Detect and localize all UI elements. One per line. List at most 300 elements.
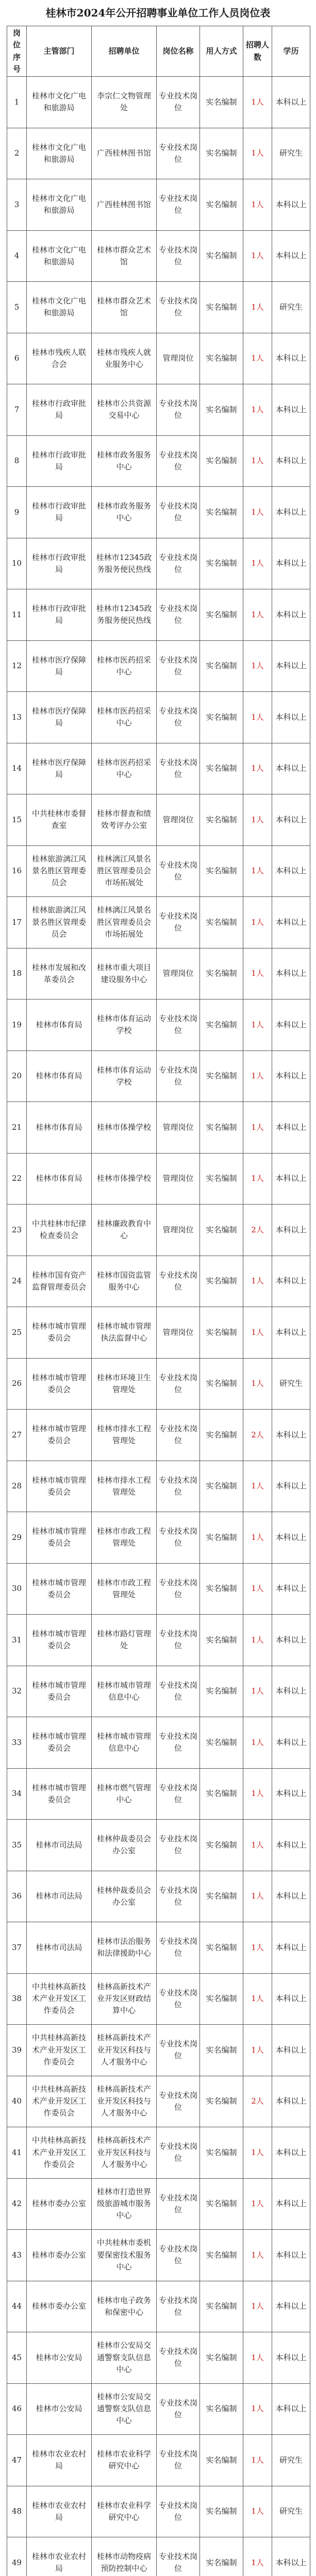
cell-employer: 桂林市动物疫病预防控制中心 bbox=[92, 2537, 157, 2576]
cell-post-name: 专业技术岗位 bbox=[157, 230, 200, 282]
cell-education: 本科以上 bbox=[272, 2025, 310, 2076]
cell-headcount: 1人 bbox=[243, 1050, 272, 1102]
cell-headcount: 1人 bbox=[243, 743, 272, 794]
cell-employment-type: 实名编制 bbox=[200, 1563, 243, 1615]
table-row bbox=[7, 2127, 310, 2179]
table-row bbox=[7, 640, 310, 692]
cell-employment-type: 实名编制 bbox=[200, 2332, 243, 2384]
cell-department: 桂林市公安局 bbox=[27, 2332, 92, 2384]
cell-education: 本科以上 bbox=[272, 2281, 310, 2332]
cell-headcount: 1人 bbox=[243, 179, 272, 231]
cell-headcount: 1人 bbox=[243, 2332, 272, 2384]
header-post-name: 岗位名称 bbox=[157, 26, 200, 77]
cell-employment-type: 实名编制 bbox=[200, 999, 243, 1051]
cell-headcount: 1人 bbox=[243, 2435, 272, 2486]
header-department: 主管部门 bbox=[27, 26, 92, 77]
header-post-no: 岗位序号 bbox=[7, 26, 27, 77]
cell-post-no: 37 bbox=[7, 1922, 27, 1974]
table-row bbox=[7, 692, 310, 743]
cell-education: 本科以上 bbox=[272, 1973, 310, 2025]
cell-headcount: 1人 bbox=[243, 2486, 272, 2537]
cell-post-no: 15 bbox=[7, 794, 27, 846]
cell-headcount: 1人 bbox=[243, 1153, 272, 1205]
cell-department: 桂林市行政审批局 bbox=[27, 589, 92, 641]
cell-education: 本科以上 bbox=[272, 1307, 310, 1359]
cell-employment-type: 实名编制 bbox=[200, 794, 243, 846]
table-row bbox=[7, 230, 310, 282]
cell-post-name: 专业技术岗位 bbox=[157, 487, 200, 538]
cell-post-name: 专业技术岗位 bbox=[157, 1717, 200, 1769]
cell-employer: 桂林市体育运动学校 bbox=[92, 1050, 157, 1102]
cell-employer: 桂林市政务服务中心 bbox=[92, 487, 157, 538]
cell-post-no: 32 bbox=[7, 1666, 27, 1717]
cell-headcount: 1人 bbox=[243, 897, 272, 948]
cell-post-no: 14 bbox=[7, 743, 27, 794]
cell-post-name: 专业技术岗位 bbox=[157, 282, 200, 333]
cell-headcount: 1人 bbox=[243, 1102, 272, 1154]
cell-headcount: 2人 bbox=[243, 2076, 272, 2127]
cell-post-no: 4 bbox=[7, 230, 27, 282]
cell-post-no: 10 bbox=[7, 538, 27, 589]
cell-employer: 桂林市排水工程管理处 bbox=[92, 1410, 157, 1461]
cell-post-no: 5 bbox=[7, 282, 27, 333]
table-row bbox=[7, 1615, 310, 1666]
cell-post-no: 12 bbox=[7, 640, 27, 692]
cell-post-name: 专业技术岗位 bbox=[157, 1615, 200, 1666]
cell-education: 本科以上 bbox=[272, 1820, 310, 1871]
table-row bbox=[7, 487, 310, 538]
cell-post-no: 44 bbox=[7, 2281, 27, 2332]
cell-post-name: 管理岗位 bbox=[157, 1205, 200, 1256]
cell-employer: 桂林市市政工程管理处 bbox=[92, 1512, 157, 1564]
cell-employer: 桂林市市政工程管理处 bbox=[92, 1563, 157, 1615]
cell-department: 桂林市城市管理委员会 bbox=[27, 1563, 92, 1615]
cell-headcount: 1人 bbox=[243, 1922, 272, 1974]
cell-headcount: 1人 bbox=[243, 1256, 272, 1307]
cell-post-name: 专业技术岗位 bbox=[157, 1563, 200, 1615]
cell-department: 桂林市农业农村局 bbox=[27, 2537, 92, 2576]
table-row bbox=[7, 435, 310, 487]
cell-post-name: 专业技术岗位 bbox=[157, 2230, 200, 2281]
table-row bbox=[7, 1717, 310, 1769]
cell-post-no: 22 bbox=[7, 1153, 27, 1205]
cell-headcount: 1人 bbox=[243, 435, 272, 487]
table-row bbox=[7, 1050, 310, 1102]
cell-employment-type: 实名编制 bbox=[200, 77, 243, 128]
cell-post-no: 19 bbox=[7, 999, 27, 1051]
cell-headcount: 1人 bbox=[243, 1666, 272, 1717]
cell-department: 桂林市医疗保障局 bbox=[27, 692, 92, 743]
cell-employer: 桂林漓江风景名胜区管理委员会市场拓展处 bbox=[92, 897, 157, 948]
cell-department: 桂林市体育局 bbox=[27, 1102, 92, 1154]
cell-post-no: 47 bbox=[7, 2435, 27, 2486]
cell-post-name: 专业技术岗位 bbox=[157, 743, 200, 794]
cell-department: 桂林市行政审批局 bbox=[27, 487, 92, 538]
cell-headcount: 1人 bbox=[243, 999, 272, 1051]
table-row bbox=[7, 1461, 310, 1512]
table-row bbox=[7, 1871, 310, 1922]
cell-post-no: 31 bbox=[7, 1615, 27, 1666]
cell-department: 桂林市城市管理委员会 bbox=[27, 1717, 92, 1769]
cell-employer: 桂林仲裁委员会办公室 bbox=[92, 1871, 157, 1922]
table-row bbox=[7, 2230, 310, 2281]
cell-headcount: 1人 bbox=[243, 1615, 272, 1666]
cell-education: 本科以上 bbox=[272, 179, 310, 231]
table-row bbox=[7, 128, 310, 179]
cell-headcount: 1人 bbox=[243, 2178, 272, 2230]
cell-post-name: 专业技术岗位 bbox=[157, 2383, 200, 2435]
cell-employer: 桂林漓江风景名胜区管理委员会市场拓展处 bbox=[92, 845, 157, 897]
cell-employer: 桂林市城市管理信息中心 bbox=[92, 1666, 157, 1717]
cell-headcount: 1人 bbox=[243, 2537, 272, 2576]
cell-employment-type: 实名编制 bbox=[200, 2025, 243, 2076]
cell-education: 本科以上 bbox=[272, 538, 310, 589]
cell-employer: 桂林市医药招采中心 bbox=[92, 692, 157, 743]
cell-department: 桂林市农业农村局 bbox=[27, 2486, 92, 2537]
cell-headcount: 1人 bbox=[243, 1563, 272, 1615]
cell-department: 中共桂林高新技术产业开发区工作委员会 bbox=[27, 2025, 92, 2076]
cell-education: 研究生 bbox=[272, 2486, 310, 2537]
cell-department: 桂林市城市管理委员会 bbox=[27, 1461, 92, 1512]
table-row bbox=[7, 1153, 310, 1205]
cell-post-name: 专业技术岗位 bbox=[157, 999, 200, 1051]
cell-employer: 桂林市重大项目建设服务中心 bbox=[92, 948, 157, 999]
cell-employment-type: 实名编制 bbox=[200, 1307, 243, 1359]
cell-employer: 桂林市体操学校 bbox=[92, 1102, 157, 1154]
cell-employer: 桂林市国资监管服务中心 bbox=[92, 1256, 157, 1307]
cell-post-no: 11 bbox=[7, 589, 27, 641]
cell-department: 桂林市文化广电和旅游局 bbox=[27, 77, 92, 128]
cell-post-no: 18 bbox=[7, 948, 27, 999]
cell-employer: 桂林市残疾人就业服务中心 bbox=[92, 333, 157, 384]
table-row bbox=[7, 2281, 310, 2332]
cell-post-no: 36 bbox=[7, 1871, 27, 1922]
cell-post-name: 专业技术岗位 bbox=[157, 128, 200, 179]
cell-post-name: 专业技术岗位 bbox=[157, 2178, 200, 2230]
table-row bbox=[7, 1768, 310, 1820]
cell-post-name: 专业技术岗位 bbox=[157, 2537, 200, 2576]
cell-employer: 桂林市公安局交通警察支队信息中心 bbox=[92, 2332, 157, 2384]
cell-headcount: 1人 bbox=[243, 333, 272, 384]
cell-post-no: 17 bbox=[7, 897, 27, 948]
cell-education: 本科以上 bbox=[272, 794, 310, 846]
cell-headcount: 1人 bbox=[243, 1973, 272, 2025]
cell-employment-type: 实名编制 bbox=[200, 538, 243, 589]
cell-post-no: 48 bbox=[7, 2486, 27, 2537]
cell-education: 本科以上 bbox=[272, 897, 310, 948]
cell-employment-type: 实名编制 bbox=[200, 2537, 243, 2576]
cell-headcount: 1人 bbox=[243, 589, 272, 641]
cell-post-no: 43 bbox=[7, 2230, 27, 2281]
cell-headcount: 1人 bbox=[243, 384, 272, 436]
cell-headcount: 1人 bbox=[243, 230, 272, 282]
cell-post-no: 49 bbox=[7, 2537, 27, 2576]
cell-education: 本科以上 bbox=[272, 2178, 310, 2230]
cell-education: 本科以上 bbox=[272, 743, 310, 794]
cell-post-name: 管理岗位 bbox=[157, 1102, 200, 1154]
cell-post-name: 管理岗位 bbox=[157, 794, 200, 846]
table-row bbox=[7, 1922, 310, 1974]
cell-post-name: 管理岗位 bbox=[157, 948, 200, 999]
cell-employment-type: 实名编制 bbox=[200, 589, 243, 641]
table-row bbox=[7, 999, 310, 1051]
cell-headcount: 1人 bbox=[243, 1512, 272, 1564]
cell-headcount: 1人 bbox=[243, 2281, 272, 2332]
cell-department: 桂林市行政审批局 bbox=[27, 384, 92, 436]
cell-employment-type: 实名编制 bbox=[200, 2281, 243, 2332]
table-row bbox=[7, 2178, 310, 2230]
cell-department: 桂林市残疾人联合会 bbox=[27, 333, 92, 384]
cell-education: 本科以上 bbox=[272, 487, 310, 538]
cell-post-name: 专业技术岗位 bbox=[157, 845, 200, 897]
cell-post-name: 专业技术岗位 bbox=[157, 640, 200, 692]
cell-headcount: 1人 bbox=[243, 1820, 272, 1871]
cell-post-no: 7 bbox=[7, 384, 27, 436]
cell-employment-type: 实名编制 bbox=[200, 640, 243, 692]
cell-headcount: 1人 bbox=[243, 2230, 272, 2281]
cell-headcount: 1人 bbox=[243, 1461, 272, 1512]
cell-headcount: 1人 bbox=[243, 2383, 272, 2435]
cell-employer: 桂林市体育运动学校 bbox=[92, 999, 157, 1051]
cell-employment-type: 实名编制 bbox=[200, 1153, 243, 1205]
header-education: 学历 bbox=[272, 26, 310, 77]
cell-headcount: 1人 bbox=[243, 794, 272, 846]
cell-post-no: 33 bbox=[7, 1717, 27, 1769]
table-row bbox=[7, 1563, 310, 1615]
table-row bbox=[7, 2435, 310, 2486]
cell-employer: 桂林市排水工程管理处 bbox=[92, 1461, 157, 1512]
cell-department: 桂林市司法局 bbox=[27, 1871, 92, 1922]
table-row bbox=[7, 1256, 310, 1307]
cell-employment-type: 实名编制 bbox=[200, 1820, 243, 1871]
cell-employment-type: 实名编制 bbox=[200, 2178, 243, 2230]
cell-headcount: 1人 bbox=[243, 1768, 272, 1820]
table-row bbox=[7, 179, 310, 231]
table-row bbox=[7, 2537, 310, 2576]
cell-education: 本科以上 bbox=[272, 230, 310, 282]
table-row bbox=[7, 2486, 310, 2537]
cell-department: 桂林市国有资产监督管理委员会 bbox=[27, 1256, 92, 1307]
cell-post-no: 39 bbox=[7, 2025, 27, 2076]
cell-post-name: 专业技术岗位 bbox=[157, 692, 200, 743]
table-row bbox=[7, 897, 310, 948]
cell-education: 本科以上 bbox=[272, 1256, 310, 1307]
cell-department: 桂林市城市管理委员会 bbox=[27, 1358, 92, 1410]
cell-post-name: 专业技术岗位 bbox=[157, 2076, 200, 2127]
cell-post-no: 40 bbox=[7, 2076, 27, 2127]
cell-employment-type: 实名编制 bbox=[200, 230, 243, 282]
cell-employer: 桂林高新技术产业开发区科技与人才服务中心 bbox=[92, 2127, 157, 2179]
cell-employment-type: 实名编制 bbox=[200, 1973, 243, 2025]
cell-post-name: 专业技术岗位 bbox=[157, 179, 200, 231]
table-header-row bbox=[7, 26, 310, 77]
cell-department: 桂林市城市管理委员会 bbox=[27, 1410, 92, 1461]
cell-headcount: 1人 bbox=[243, 1717, 272, 1769]
cell-post-name: 专业技术岗位 bbox=[157, 589, 200, 641]
table-row bbox=[7, 1820, 310, 1871]
cell-education: 本科以上 bbox=[272, 1050, 310, 1102]
cell-education: 本科以上 bbox=[272, 1153, 310, 1205]
cell-education: 研究生 bbox=[272, 128, 310, 179]
cell-department: 中共桂林高新技术产业开发区工作委员会 bbox=[27, 2127, 92, 2179]
cell-employment-type: 实名编制 bbox=[200, 743, 243, 794]
cell-post-name: 管理岗位 bbox=[157, 1307, 200, 1359]
cell-education: 本科以上 bbox=[272, 1410, 310, 1461]
cell-employer: 桂林高新技术产业开发区科技与人才服务中心 bbox=[92, 2076, 157, 2127]
cell-post-name: 专业技术岗位 bbox=[157, 1050, 200, 1102]
cell-post-no: 42 bbox=[7, 2178, 27, 2230]
cell-post-no: 28 bbox=[7, 1461, 27, 1512]
cell-employer: 桂林市城市管理执法监督中心 bbox=[92, 1307, 157, 1359]
cell-employer: 桂林市打造世界级旅游城市服务中心 bbox=[92, 2178, 157, 2230]
cell-post-no: 21 bbox=[7, 1102, 27, 1154]
cell-headcount: 1人 bbox=[243, 1307, 272, 1359]
cell-department: 桂林市体育局 bbox=[27, 1153, 92, 1205]
table-row bbox=[7, 1512, 310, 1564]
cell-employment-type: 实名编制 bbox=[200, 1512, 243, 1564]
cell-employer: 桂林市政务服务中心 bbox=[92, 435, 157, 487]
cell-employment-type: 实名编制 bbox=[200, 1922, 243, 1974]
cell-education: 本科以上 bbox=[272, 1768, 310, 1820]
cell-post-name: 专业技术岗位 bbox=[157, 1820, 200, 1871]
table-row bbox=[7, 333, 310, 384]
cell-employment-type: 实名编制 bbox=[200, 2486, 243, 2537]
cell-employer: 桂林市环境卫生管理处 bbox=[92, 1358, 157, 1410]
cell-education: 本科以上 bbox=[272, 2537, 310, 2576]
cell-education: 本科以上 bbox=[272, 2076, 310, 2127]
table-body bbox=[7, 77, 310, 2576]
cell-department: 中共桂林市纪律检查委员会 bbox=[27, 1205, 92, 1256]
cell-employer: 桂林市城市管理信息中心 bbox=[92, 1717, 157, 1769]
cell-employer: 桂林高新技术产业开发区科技与人才服务中心 bbox=[92, 2025, 157, 2076]
cell-education: 本科以上 bbox=[272, 640, 310, 692]
cell-post-no: 23 bbox=[7, 1205, 27, 1256]
cell-education: 本科以上 bbox=[272, 2230, 310, 2281]
cell-department: 桂林市发展和改革委员会 bbox=[27, 948, 92, 999]
cell-post-no: 26 bbox=[7, 1358, 27, 1410]
cell-education: 本科以上 bbox=[272, 1666, 310, 1717]
cell-post-no: 35 bbox=[7, 1820, 27, 1871]
cell-post-name: 专业技术岗位 bbox=[157, 2435, 200, 2486]
cell-post-name: 专业技术岗位 bbox=[157, 897, 200, 948]
cell-employment-type: 实名编制 bbox=[200, 845, 243, 897]
cell-employment-type: 实名编制 bbox=[200, 487, 243, 538]
cell-post-no: 8 bbox=[7, 435, 27, 487]
cell-education: 本科以上 bbox=[272, 384, 310, 436]
cell-department: 桂林市城市管理委员会 bbox=[27, 1666, 92, 1717]
cell-employer: 中共桂林市委机要保密技术服务中心 bbox=[92, 2230, 157, 2281]
cell-employment-type: 实名编制 bbox=[200, 2383, 243, 2435]
cell-department: 桂林市委办公室 bbox=[27, 2178, 92, 2230]
cell-post-name: 专业技术岗位 bbox=[157, 1922, 200, 1974]
cell-department: 桂林市行政审批局 bbox=[27, 435, 92, 487]
table-row bbox=[7, 2332, 310, 2384]
cell-employer: 桂林市农业科学研究中心 bbox=[92, 2486, 157, 2537]
table-row bbox=[7, 948, 310, 999]
cell-post-no: 41 bbox=[7, 2127, 27, 2179]
cell-post-name: 专业技术岗位 bbox=[157, 1256, 200, 1307]
cell-employment-type: 实名编制 bbox=[200, 1358, 243, 1410]
cell-education: 研究生 bbox=[272, 2435, 310, 2486]
table-row bbox=[7, 743, 310, 794]
cell-post-name: 专业技术岗位 bbox=[157, 1973, 200, 2025]
cell-post-no: 6 bbox=[7, 333, 27, 384]
cell-headcount: 1人 bbox=[243, 77, 272, 128]
cell-post-no: 24 bbox=[7, 1256, 27, 1307]
cell-department: 桂林市城市管理委员会 bbox=[27, 1307, 92, 1359]
cell-department: 桂林市文化广电和旅游局 bbox=[27, 128, 92, 179]
cell-employment-type: 实名编制 bbox=[200, 1256, 243, 1307]
cell-post-no: 34 bbox=[7, 1768, 27, 1820]
cell-employment-type: 实名编制 bbox=[200, 1615, 243, 1666]
cell-post-name: 专业技术岗位 bbox=[157, 2281, 200, 2332]
cell-post-no: 45 bbox=[7, 2332, 27, 2384]
cell-post-name: 专业技术岗位 bbox=[157, 435, 200, 487]
job-table bbox=[7, 26, 310, 2576]
cell-employment-type: 实名编制 bbox=[200, 2435, 243, 2486]
cell-employment-type: 实名编制 bbox=[200, 897, 243, 948]
table-row bbox=[7, 1973, 310, 2025]
cell-employer: 桂林市12345政务服务便民热线 bbox=[92, 538, 157, 589]
table-row bbox=[7, 2076, 310, 2127]
cell-employer: 桂林高新技术产业开发区财政结算中心 bbox=[92, 1973, 157, 2025]
table-row bbox=[7, 589, 310, 641]
cell-employer: 广西桂林图书馆 bbox=[92, 128, 157, 179]
table-row bbox=[7, 282, 310, 333]
cell-post-name: 专业技术岗位 bbox=[157, 384, 200, 436]
cell-post-name: 专业技术岗位 bbox=[157, 1666, 200, 1717]
cell-department: 桂林市农业农村局 bbox=[27, 2435, 92, 2486]
cell-department: 桂林市行政审批局 bbox=[27, 538, 92, 589]
cell-employer: 桂林市燃气管理中心 bbox=[92, 1768, 157, 1820]
cell-post-name: 专业技术岗位 bbox=[157, 538, 200, 589]
cell-post-no: 29 bbox=[7, 1512, 27, 1564]
cell-headcount: 1人 bbox=[243, 692, 272, 743]
cell-education: 本科以上 bbox=[272, 1922, 310, 1974]
cell-employment-type: 实名编制 bbox=[200, 1666, 243, 1717]
cell-department: 桂林市城市管理委员会 bbox=[27, 1768, 92, 1820]
cell-employment-type: 实名编制 bbox=[200, 1410, 243, 1461]
cell-department: 中共桂林高新技术产业开发区工作委员会 bbox=[27, 2076, 92, 2127]
cell-headcount: 1人 bbox=[243, 1871, 272, 1922]
cell-education: 本科以上 bbox=[272, 435, 310, 487]
cell-employer: 桂林市农业科学研究中心 bbox=[92, 2435, 157, 2486]
cell-education: 本科以上 bbox=[272, 948, 310, 999]
cell-employer: 桂林市群众艺术馆 bbox=[92, 230, 157, 282]
cell-headcount: 2人 bbox=[243, 1205, 272, 1256]
cell-post-no: 1 bbox=[7, 77, 27, 128]
table-row bbox=[7, 1205, 310, 1256]
cell-employment-type: 实名编制 bbox=[200, 2127, 243, 2179]
cell-department: 桂林市公安局 bbox=[27, 2383, 92, 2435]
cell-education: 本科以上 bbox=[272, 1717, 310, 1769]
cell-post-name: 专业技术岗位 bbox=[157, 77, 200, 128]
cell-department: 桂林市体育局 bbox=[27, 1050, 92, 1102]
cell-post-name: 专业技术岗位 bbox=[157, 1871, 200, 1922]
cell-employer: 桂林市电子政务和保密中心 bbox=[92, 2281, 157, 2332]
cell-post-no: 46 bbox=[7, 2383, 27, 2435]
cell-employment-type: 实名编制 bbox=[200, 1050, 243, 1102]
cell-post-no: 9 bbox=[7, 487, 27, 538]
cell-post-no: 2 bbox=[7, 128, 27, 179]
cell-education: 本科以上 bbox=[272, 1615, 310, 1666]
table-row bbox=[7, 77, 310, 128]
cell-employer: 桂林市公共资源交易中心 bbox=[92, 384, 157, 436]
cell-employer: 桂林市督查和绩效考评办公室 bbox=[92, 794, 157, 846]
cell-department: 桂林市文化广电和旅游局 bbox=[27, 179, 92, 231]
cell-employment-type: 实名编制 bbox=[200, 333, 243, 384]
cell-post-no: 20 bbox=[7, 1050, 27, 1102]
